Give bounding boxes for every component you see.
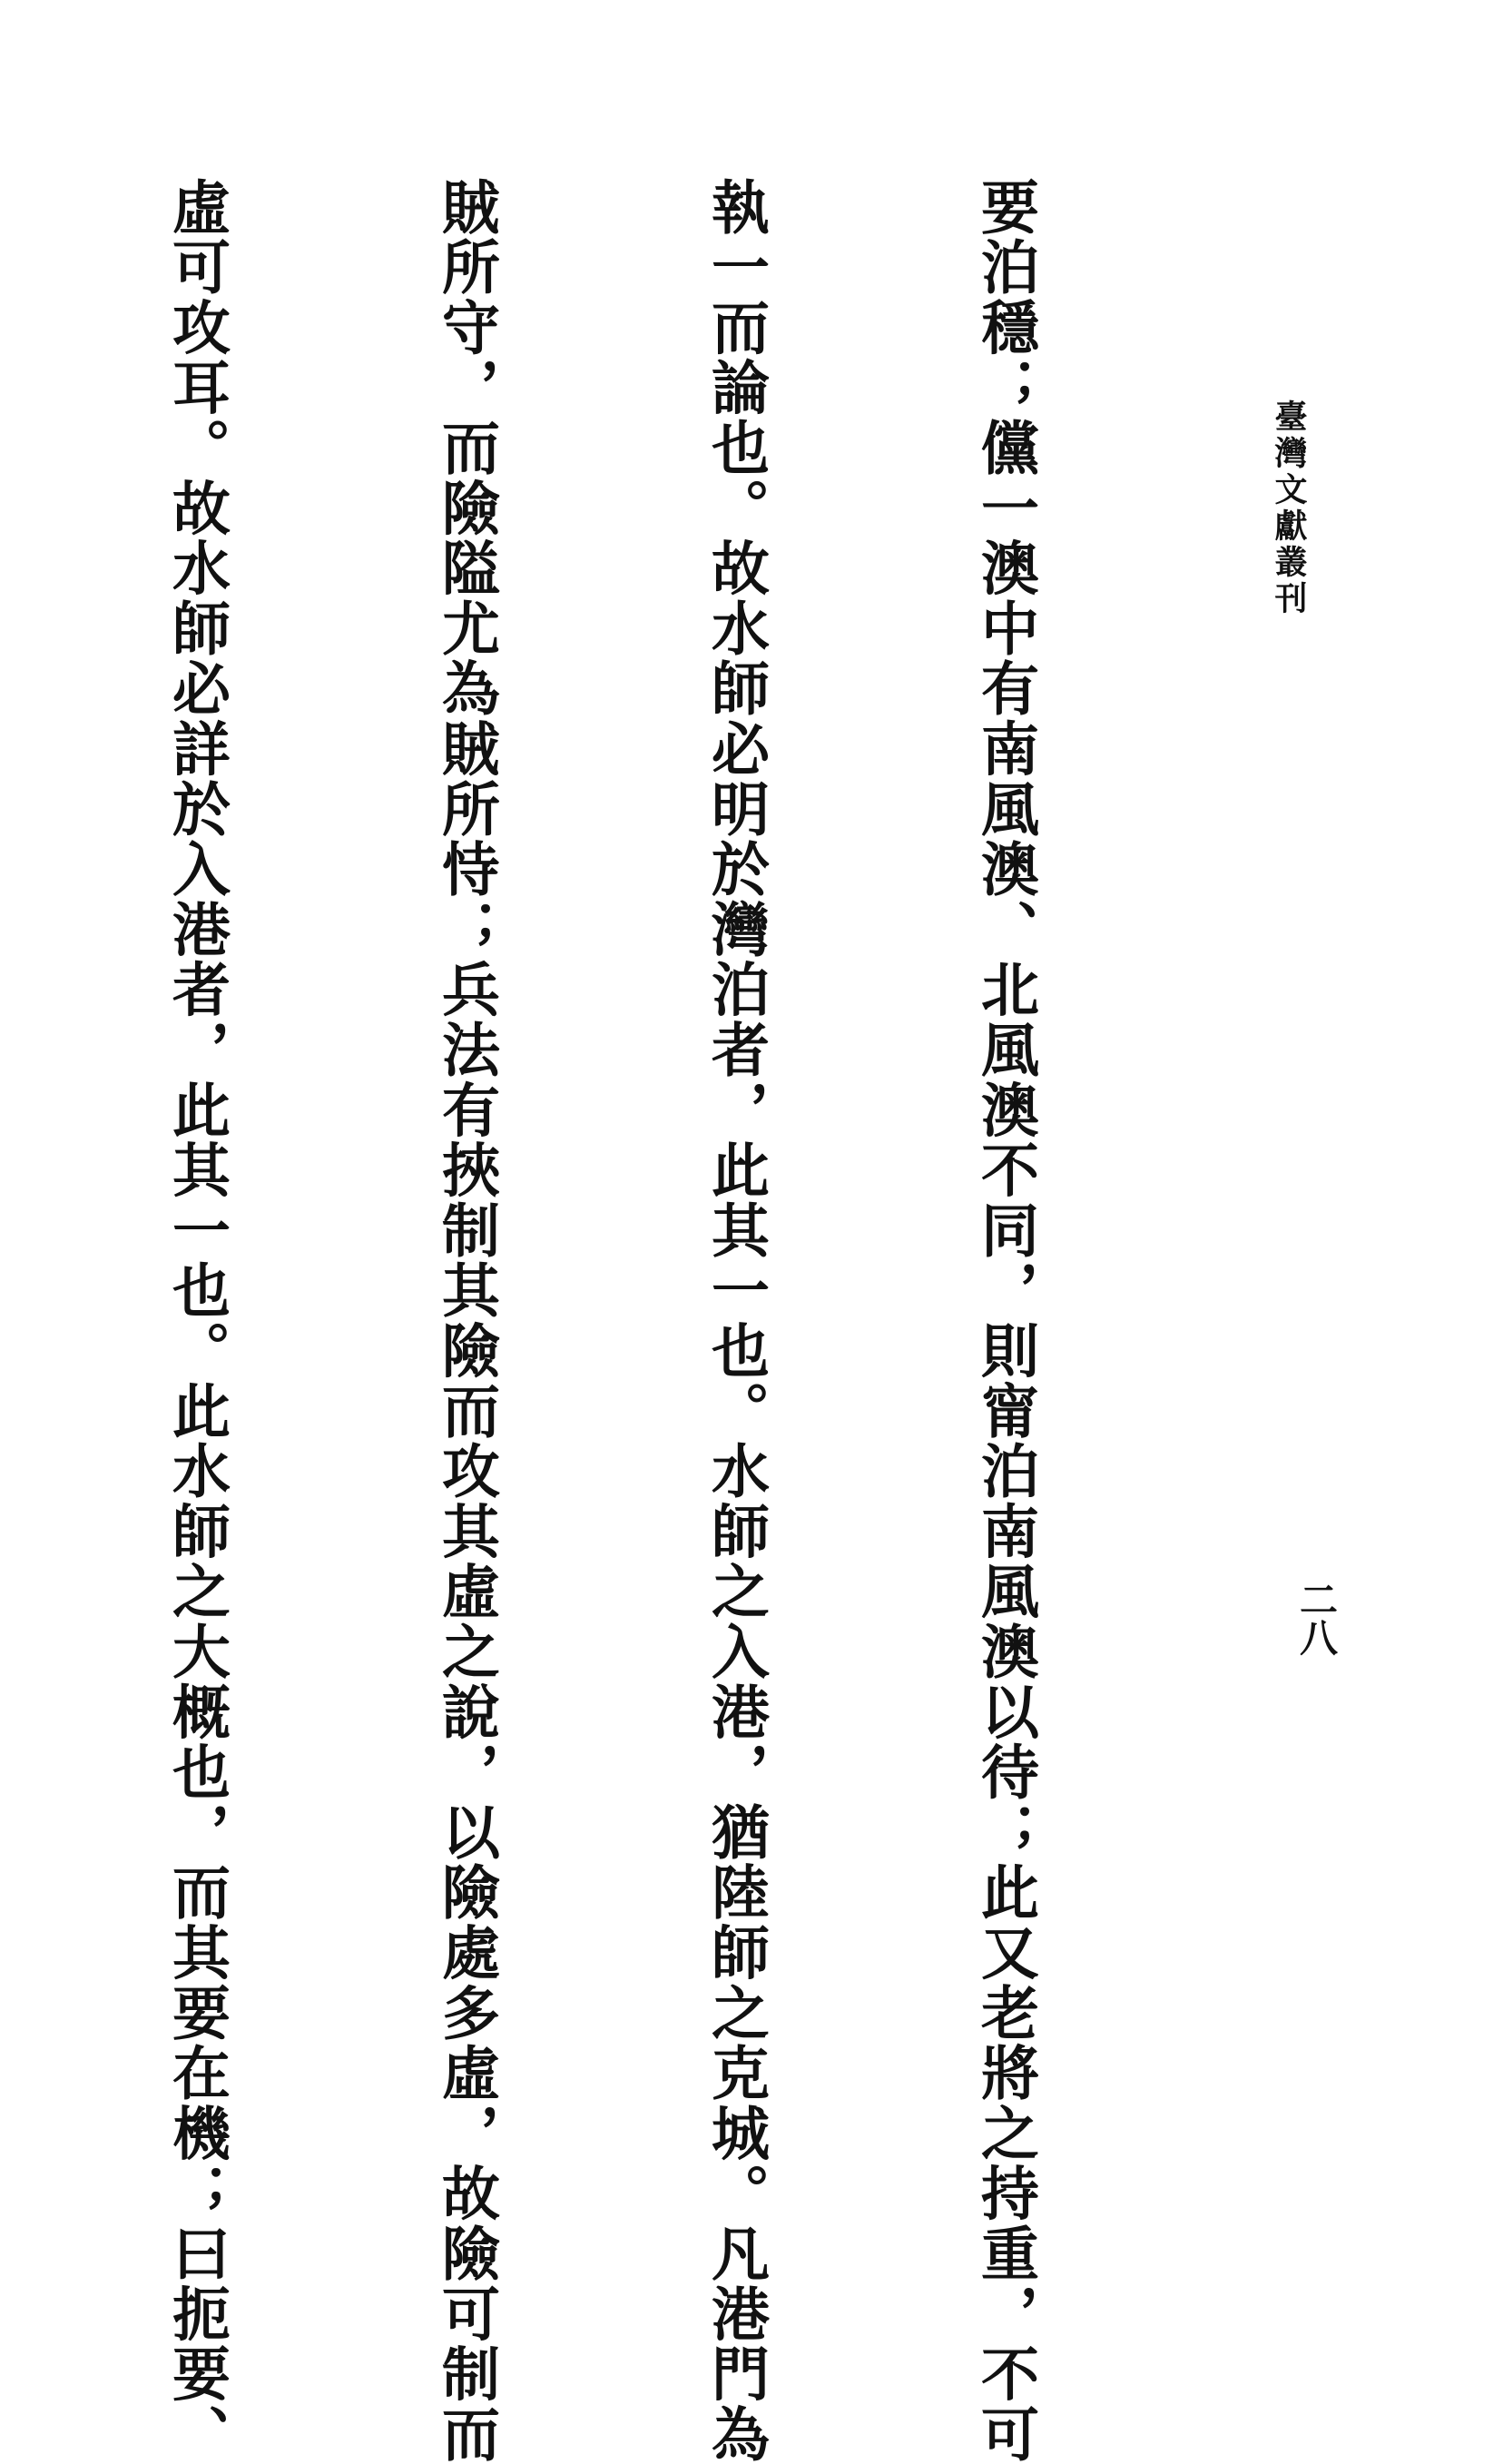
page-number: 二八 [1294,1580,1339,1656]
text-column: 執一而論也。故水師必明於灣泊者，此其一也。水師之入港，猶陸師之克城。凡港門為 [702,177,770,2464]
text-column: 要泊穩；儻一澳中有南風澳、北風澳不同，則甯泊南風澳以待；此又老將之持重，不可 [971,177,1039,2464]
text-column: 賊所守，而險隘尤為賊所恃；兵法有挾制其險而攻其虛之說，以險處多虛，故險可制而 [432,177,500,2464]
text-column: 虛可攻耳。故水師必詳於入港者，此其一也。此水師之大概也，而其要在機；曰扼要、 [162,177,231,2464]
text-body [145,177,1230,2464]
series-title: 臺灣文獻叢刊 [1270,399,1308,617]
